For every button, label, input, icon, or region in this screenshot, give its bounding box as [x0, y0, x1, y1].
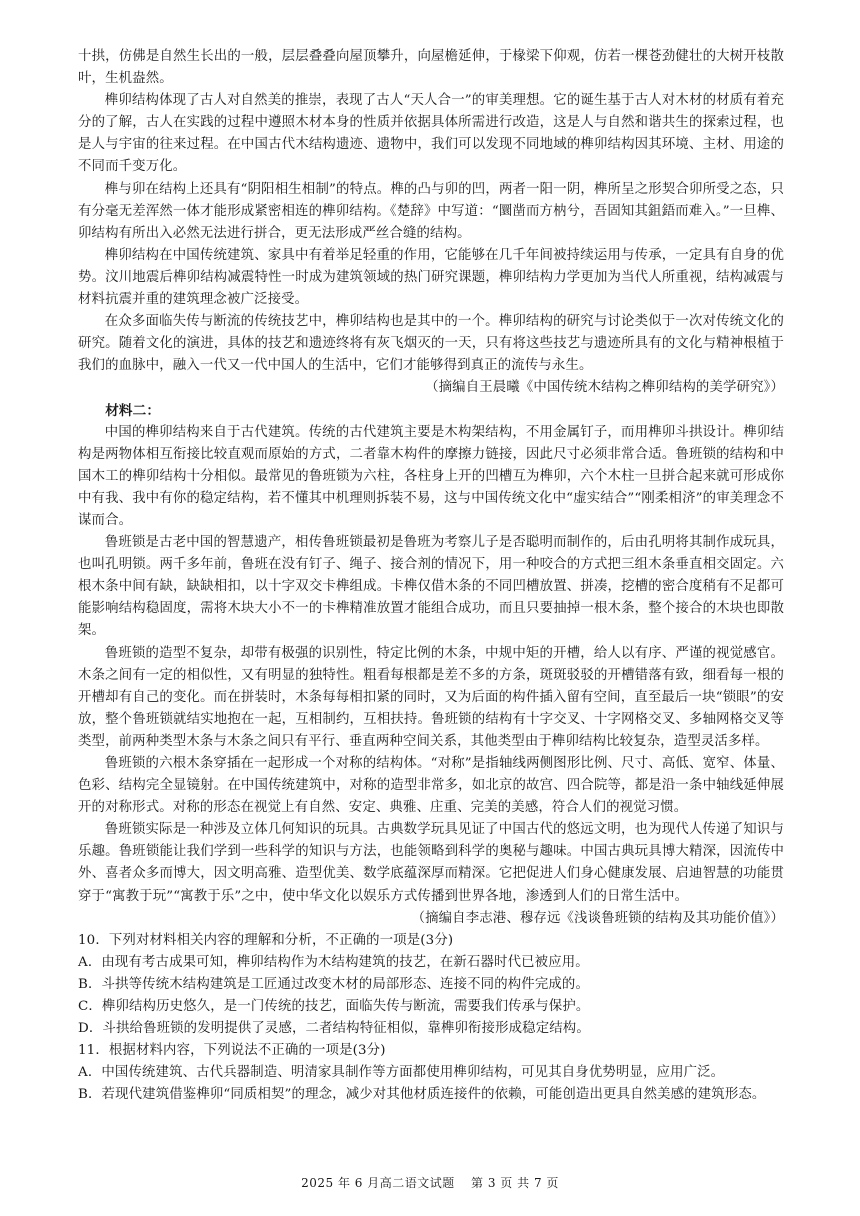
question-10-stem: 10．下列对材料相关内容的理解和分析，不正确的一项是(3分)	[78, 932, 454, 948]
paragraph: 鲁班锁的造型不复杂，却带有极强的识别性，特定比例的木条，中规中矩的开槽，给人以有序、严谨的视觉感官。木条之间有一定的相似性，又有明显的独特性。粗看每根都是差不多的方条，斑斑驳驳的开槽错落有致，细看每一根的开槽却有自己的变化。而在拼装时，木条每每相扣紧的同时，又为后面的构件插入留有空间，直至最后一块“锁眼”的安放，整个鲁班锁就结实地抱在一起，互相制约，互相扶持。鲁班锁的结构有十字交叉、十字网格交叉、多轴网格交叉等类型，前两种类型木条与木条之间只有平行、垂直两种空间关系，其他类型由于榫卯结构比较复杂，造型灵活多样。	[78, 645, 784, 749]
paragraph: 中国的榫卯结构来自于古代建筑。传统的古代建筑主要是木构架结构，不用金属钉子，而用榫卯斗拱设计。榫卯结构是两物体相互衔接比较直观而原始的方式，二者靠木构件的摩擦力链接，因此尺寸必须非常合适。鲁班锁的结构和中国木工的榫卯结构十分相似。最常见的鲁班锁为六柱，各柱身上开的凹槽互为榫卯，六个木柱一旦拼合起来就可形成你中有我、我中有你的稳定结构，若不懂其中机理则拆装不易，这与中国传统文化中“虚实结合”“刚柔相济”的审美理念不谋而合。	[78, 424, 784, 528]
question-10-option-a: A．由现有考古成果可知，榫卯结构作为木结构建筑的技艺，在新石器时代已被应用。	[78, 954, 589, 970]
footer-page-number: 第 3 页 共 7 页	[471, 1176, 559, 1190]
question-11-option-a: A．中国传统建筑、古代兵器制造、明清家具制作等方面都使用榫卯结构，可见其自身优势明显，应用广泛。	[78, 1065, 725, 1081]
source-citation: （摘编自王晨曦《中国传统木结构之榫卯结构的美学研究》）	[425, 380, 784, 396]
page-footer	[0, 1174, 860, 1191]
paragraph: 鲁班锁是古老中国的智慧遗产，相传鲁班锁最初是鲁班为考察儿子是否聪明而制作的，后由孔明将其制作成玩具，也叫孔明锁。两千多年前，鲁班在没有钉子、绳子、接合剂的情况下，用一种咬合的方式把三组木条垂直相交固定。六根木条中间有缺，缺缺相扣，以十字双交卡榫组成。卡榫仅借木条的不同凹槽放置、拼凑，挖槽的密合度稍有不足都可能影响结构稳固度，需将木块大小不一的卡榫精准放置才能组合成功，而且只要抽掉一根木条，整个接合的木块也即散架。	[78, 535, 784, 639]
paragraph: 榫与卯在结构上还具有“阴阳相生相制”的特点。榫的凸与卯的凹，两者一阳一阴，榫所呈之形契合卯所受之态，只有分毫无差浑然一体才能形成紧密相连的榫卯结构。《楚辞》中写道：“圜凿而方枘兮，吾固知其鉏鋙而难入。”一旦榫、卯结构有所出入必然无法进行拼合，更无法形成严丝合缝的结构。	[78, 181, 784, 241]
question-10-option-c: C．榫卯结构历史悠久，是一门传统的技艺，面临失传与断流，需要我们传承与保护。	[78, 999, 590, 1015]
paragraph: 鲁班锁实际是一种涉及立体几何知识的玩具。古典数学玩具见证了中国古代的悠远文明，也为现代人传递了知识与乐趣。鲁班锁能让我们学到一些科学的知识与方法，也能领略到科学的奥秘与趣味。中国古典玩具博大精深，因流传中外、喜者众多而博大，因文明高雅、造型优美、数学底蕴深厚而精深。它把促进人们身心健康发展、启迪智慧的功能贯穿于“寓教于玩”“寓教于乐”之中，使中华文化以娱乐方式传播到世界各地，渗透到人们的日常生活中。	[78, 822, 784, 904]
material-heading: 材料二：	[105, 402, 161, 419]
question-11-stem: 11．根据材料内容，下列说法不正确的一项是(3分)	[78, 1043, 386, 1059]
question-10-option-d: D．斗拱给鲁班锁的发明提供了灵感，二者结构特征相似，靠榫卯衔接形成稳定结构。	[78, 1021, 590, 1037]
paragraph: 鲁班锁的六根木条穿插在一起形成一个对称的结构体。“对称”是指轴线两侧图形比例、尺寸、高低、宽窄、体量、色彩、结构完全显镜射。在中国传统建筑中，对称的造型非常多，如北京的故宫、四合院等，都是沿一条中轴线延伸展开的对称形式。对称的形态在视觉上有自然、安定、典雅、庄重、完美的美感，符合人们的视觉习惯。	[78, 756, 784, 816]
question-11-option-b: B．若现代建筑借鉴榫卯“同质相契”的理念，减少对其他材质连接件的依赖，可能创造出更具自然美感的建筑形态。	[78, 1087, 766, 1103]
paragraph: 在众多面临失传与断流的传统技艺中，榫卯结构也是其中的一个。榫卯结构的研究与讨论类似于一次对传统文化的研究。随着文化的演进，具体的技艺和遗迹终将有灰飞烟灭的一天，只有将这些技艺与遗迹所具有的文化与精神根植于我们的血脉中，融入一代又一代中国人的生活中，它们才能够得到真正的流传与永生。	[78, 314, 784, 374]
question-10-option-b: B．斗拱等传统木结构建筑是工匠通过改变木材的局部形态、连接不同的构件完成的。	[78, 976, 589, 992]
paragraph: 十拱，仿佛是自然生长出的一般，层层叠叠向屋顶攀升，向屋檐延伸，于椽梁下仰观，仿若一棵苍劲健壮的大树开枝散叶，生机盎然。	[78, 49, 784, 87]
footer-exam-title: 2025 年 6 月高二语文试题	[301, 1176, 455, 1190]
exam-page-body	[78, 46, 784, 1107]
paragraph: 榫卯结构体现了古人对自然美的推崇，表现了古人“天人合一”的审美理想。它的诞生基于古人对木材的材质有着充分的了解，古人在实践的过程中遵照木材本身的性质并依据具体所需进行改造，这是人与自然和谐共生的探索过程，也是人与宇宙的往来过程。在中国古代木结构遗迹、遗物中，我们可以发现不同地域的榫卯结构因其环境、主材、用途的不同而千变万化。	[78, 93, 784, 175]
paragraph: 榫卯结构在中国传统建筑、家具中有着举足轻重的作用，它能够在几千年间被持续运用与传承，一定具有自身的优势。汶川地震后榫卯结构减震特性一时成为建筑领域的热门研究课题，榫卯结构力学更加为当代人所重视，结构减震与材料抗震并重的建筑理念被广泛接受。	[78, 247, 784, 308]
source-citation: （摘编自李志港、穆存远《浅谈鲁班锁的结构及其功能价值》）	[411, 910, 784, 926]
